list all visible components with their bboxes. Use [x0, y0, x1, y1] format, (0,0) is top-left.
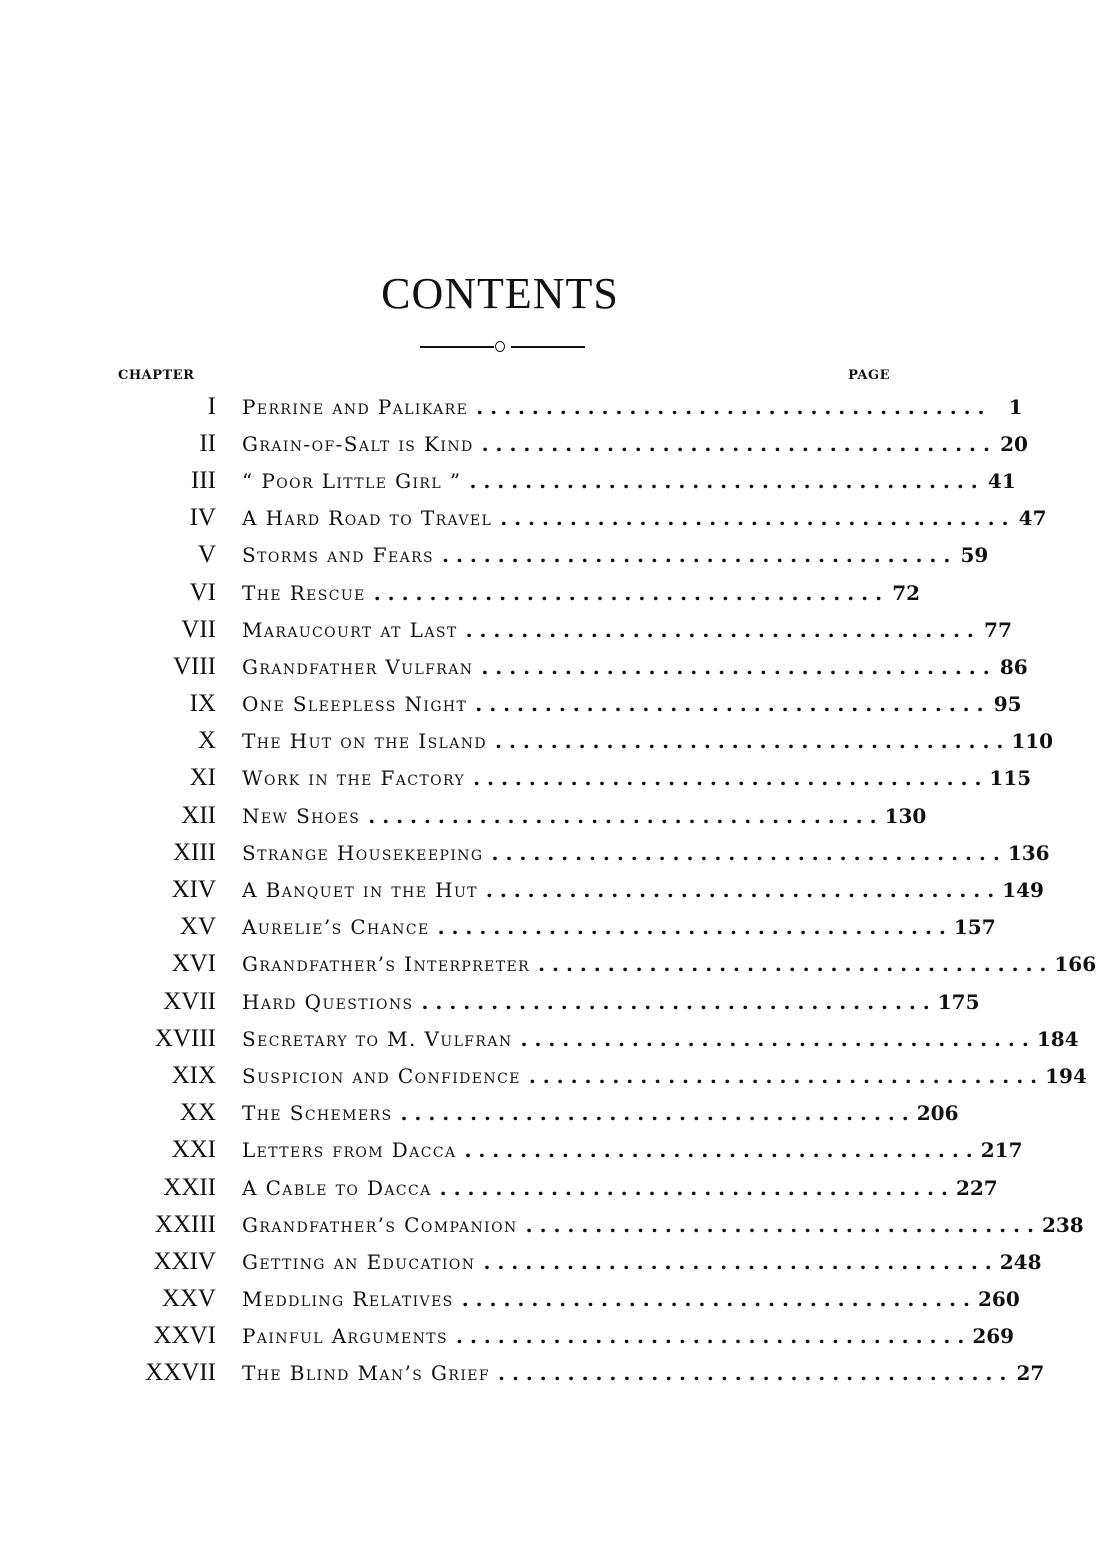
page-number: 260 [977, 1287, 1020, 1312]
chapter-title: Storms and Fears [242, 543, 435, 568]
toc-entry [118, 797, 927, 834]
toc-entry [118, 462, 1016, 499]
chapter-title: Painful Arguments [242, 1324, 449, 1349]
toc-entry [118, 1132, 1023, 1169]
chapter-title: A Cable to Dacca [242, 1175, 432, 1200]
toc-entry [118, 574, 921, 611]
toc-entry [118, 1281, 1020, 1318]
chapter-number: I [207, 392, 216, 420]
page-number: 136 [1007, 840, 1050, 865]
toc-entry [118, 537, 989, 574]
chapter-title: Getting an Education [242, 1249, 476, 1274]
chapter-title: Meddling Relatives [242, 1287, 454, 1312]
page-number: 95 [993, 692, 1022, 717]
dot-leader: . . . . . . . . . . . . . . . . . . . . . . . . . . . . . . . . . . . . . [442, 543, 951, 568]
page-number: 77 [984, 617, 1012, 642]
chapter-number: XXI [171, 1136, 216, 1164]
dot-leader: . . . . . . . . . . . . . . . . . . . . . . . . . . . . . . . . . . . . . [464, 1138, 973, 1163]
chapter-title: New Shoes [242, 803, 361, 828]
chapter-title: Suspicion and Confidence [242, 1063, 521, 1088]
page-number: 166 [1054, 952, 1096, 977]
divider-rule-right [511, 346, 585, 348]
chapter-number: III [191, 466, 216, 494]
toc-entry [118, 388, 1023, 425]
chapter-title: Perrine and Palikare [242, 394, 469, 419]
page-number: 110 [1011, 729, 1054, 754]
chapter-number: XXIII [154, 1210, 216, 1238]
dot-leader: . . . . . . . . . . . . . . . . . . . . . . . . . . . . . . . . . . . . . [500, 506, 1009, 531]
chapter-title: Grandfather Vulfran [242, 654, 474, 679]
toc-entry [118, 723, 1054, 760]
chapter-number: XXVI [153, 1322, 216, 1350]
dot-leader: . . . . . . . . . . . . . . . . . . . . . . . . . . . . . . . . . . . . . [476, 394, 985, 419]
page-number: 20 [1000, 431, 1028, 456]
chapter-number: XVI [171, 950, 216, 978]
page-number: 47 [1018, 506, 1047, 531]
dot-leader: . . . . . . . . . . . . . . . . . . . . . . . . . . . . . . . . . . . . . [368, 803, 877, 828]
chapter-title: Secretary to M. Vulfran [242, 1026, 513, 1051]
page-number: 206 [916, 1101, 959, 1126]
chapter-number: VI [189, 578, 216, 606]
chapter-number: V [197, 541, 216, 569]
toc-entry [118, 425, 1028, 462]
dot-leader: . . . . . . . . . . . . . . . . . . . . . . . . . . . . . . . . . . . . . [421, 989, 930, 1014]
chapter-title: Grandfather’s Interpreter [242, 952, 531, 977]
page-number: 41 [987, 468, 1016, 493]
dot-leader: . . . . . . . . . . . . . . . . . . . . . . . . . . . . . . . . . . . . . [373, 580, 883, 605]
chapter-number: VIII [172, 652, 216, 680]
dot-leader: . . . . . . . . . . . . . . . . . . . . . . . . . . . . . . . . . . . . . [473, 766, 982, 791]
toc-entry [118, 648, 1028, 685]
toc-entry [118, 1318, 1015, 1355]
chapter-title: The Blind Man’s Grief [242, 1361, 491, 1386]
toc-entry [118, 871, 1044, 908]
chapter-number: XXIV [153, 1247, 216, 1275]
toc-entry [118, 1355, 1045, 1392]
toc-entry [118, 909, 996, 946]
dot-leader: . . . . . . . . . . . . . . . . . . . . . . . . . . . . . . . . . . . . . [495, 729, 1004, 754]
dot-leader: . . . . . . . . . . . . . . . . . . . . . . . . . . . . . . . . . . . . . [439, 1175, 948, 1200]
chapter-title: Strange Housekeeping [242, 840, 484, 865]
chapter-title: “ Poor Little Girl ” [242, 468, 462, 493]
divider-rule-left [420, 346, 494, 348]
dot-leader: . . . . . . . . . . . . . . . . . . . . . . . . . . . . . . . . . . . . . [525, 1212, 1034, 1237]
dot-leader: . . . . . . . . . . . . . . . . . . . . . . . . . . . . . . . . . . . . . [461, 1287, 970, 1312]
chapter-number: XXVII [145, 1359, 216, 1387]
chapter-number: XVIII [154, 1024, 216, 1052]
chapter-number: IV [189, 504, 216, 532]
chapter-title: Aurelie’s Chance [242, 915, 430, 940]
chapter-title: Grain-of-Salt is Kind [242, 431, 474, 456]
dot-leader: . . . . . . . . . . . . . . . . . . . . . . . . . . . . . . . . . . . . . [437, 915, 946, 940]
chapter-number: XIX [171, 1061, 216, 1089]
chapter-number: XXV [161, 1285, 216, 1313]
dot-leader: . . . . . . . . . . . . . . . . . . . . . . . . . . . . . . . . . . . . . [498, 1361, 1007, 1386]
toc-entry [118, 983, 980, 1020]
chapter-column-header: CHAPTER [118, 368, 195, 383]
dot-leader: . . . . . . . . . . . . . . . . . . . . . . . . . . . . . . . . . . . . . [469, 468, 978, 493]
page-title: CONTENTS [381, 269, 619, 318]
chapter-title: A Hard Road to Travel [242, 506, 493, 531]
page-number: 194 [1045, 1063, 1087, 1088]
page-number: 115 [989, 766, 1032, 791]
page-number: 72 [892, 580, 921, 605]
chapter-number: XXII [163, 1173, 216, 1201]
chapter-title: Work in the Factory [242, 766, 466, 791]
chapter-title: Letters from Dacca [242, 1138, 457, 1163]
chapter-title: One Sleepless Night [242, 692, 468, 717]
divider-circle [495, 341, 505, 352]
dot-leader: . . . . . . . . . . . . . . . . . . . . . . . . . . . . . . . . . . . . . [475, 692, 984, 717]
page-number: 269 [972, 1324, 1015, 1349]
chapter-title: A Banquet in the Hut [242, 878, 478, 903]
page-number: 184 [1036, 1026, 1079, 1051]
toc-entry [118, 1020, 1079, 1057]
toc-entry [118, 946, 1096, 983]
toc-entry [118, 1243, 1042, 1280]
chapter-number: IX [189, 690, 216, 718]
dot-leader: . . . . . . . . . . . . . . . . . . . . . . . . . . . . . . . . . . . . . [520, 1026, 1029, 1051]
chapter-number: XX [179, 1099, 216, 1127]
toc-entry [118, 1095, 959, 1132]
chapter-title: The Hut on the Island [242, 729, 488, 754]
toc-entry [118, 500, 1047, 537]
page-number: 86 [999, 654, 1028, 679]
dot-leader: . . . . . . . . . . . . . . . . . . . . . . . . . . . . . . . . . . . . . [485, 878, 995, 903]
chapter-number: XIII [172, 838, 216, 866]
chapter-number: XIV [171, 876, 216, 904]
title-ornament-divider [420, 340, 585, 354]
toc-entry [118, 1206, 1084, 1243]
toc-entry [118, 686, 1022, 723]
toc-entry [118, 834, 1050, 871]
dot-leader: . . . . . . . . . . . . . . . . . . . . . . . . . . . . . . . . . . . . . [491, 840, 1000, 865]
page-number: 130 [884, 803, 927, 828]
page-number: 157 [953, 915, 996, 940]
page-number: 27 [1016, 1361, 1045, 1386]
page-column-header: PAGE [848, 368, 890, 383]
dot-leader: . . . . . . . . . . . . . . . . . . . . . . . . . . . . . . . . . . . . . [481, 431, 990, 456]
dot-leader: . . . . . . . . . . . . . . . . . . . . . . . . . . . . . . . . . . . . . [400, 1101, 909, 1126]
chapter-number: VII [181, 615, 216, 643]
dot-leader: . . . . . . . . . . . . . . . . . . . . . . . . . . . . . . . . . . . . . [483, 1249, 992, 1274]
page-number: 149 [1002, 878, 1044, 903]
page-number: 175 [937, 989, 980, 1014]
chapter-title: The Rescue [242, 580, 366, 605]
table-of-contents [118, 388, 1096, 1392]
page-number: 59 [960, 543, 989, 568]
page-number: 217 [980, 1138, 1023, 1163]
dot-leader: . . . . . . . . . . . . . . . . . . . . . . . . . . . . . . . . . . . . . [528, 1063, 1038, 1088]
chapter-number: XVII [163, 987, 216, 1015]
chapter-number: XII [181, 801, 216, 829]
page-number: 238 [1041, 1212, 1084, 1237]
chapter-number: XI [189, 764, 216, 792]
chapter-number: X [197, 727, 216, 755]
chapter-number: II [199, 429, 216, 457]
toc-entry [118, 1057, 1087, 1094]
toc-entry [118, 611, 1012, 648]
page-number: 1 [1008, 394, 1023, 419]
dot-leader: . . . . . . . . . . . . . . . . . . . . . . . . . . . . . . . . . . . . . [456, 1324, 965, 1349]
page-number: 227 [955, 1175, 998, 1200]
chapter-title: Maraucourt at Last [242, 617, 458, 642]
toc-entry [118, 1169, 998, 1206]
chapter-title: Grandfather’s Companion [242, 1212, 518, 1237]
dot-leader: . . . . . . . . . . . . . . . . . . . . . . . . . . . . . . . . . . . . . [465, 617, 974, 642]
dot-leader: . . . . . . . . . . . . . . . . . . . . . . . . . . . . . . . . . . . . . [538, 952, 1047, 977]
dot-leader: . . . . . . . . . . . . . . . . . . . . . . . . . . . . . . . . . . . . . [481, 654, 990, 679]
chapter-title: Hard Questions [242, 989, 414, 1014]
page-number: 248 [999, 1249, 1042, 1274]
chapter-title: The Schemers [242, 1101, 393, 1126]
toc-entry [118, 760, 1032, 797]
chapter-number: XV [179, 913, 216, 941]
